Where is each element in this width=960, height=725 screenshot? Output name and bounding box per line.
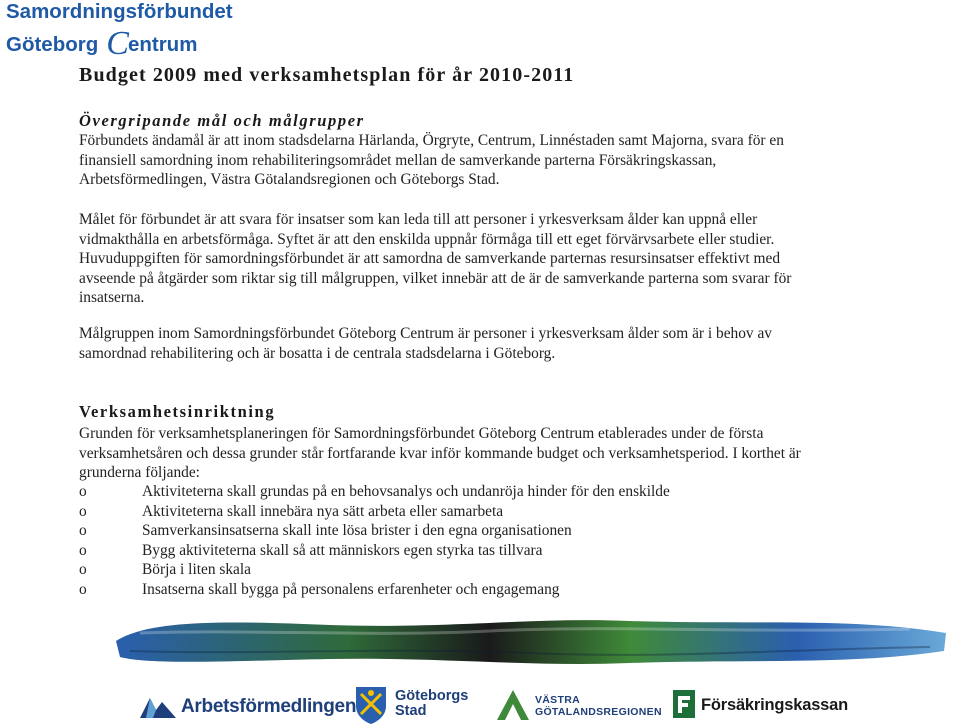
vgr-line2: GÖTALANDSREGIONEN (535, 706, 662, 718)
text-line: avseende på åtgärder som riktar sig till målgruppen, vilket innebär att de är de samverkande parterna som svarar för (79, 269, 792, 287)
text-line: Målet för förbundet är att svara för insatser som kan leda till att personer i yrkesverksam ålder kan uppnå eller (79, 211, 758, 228)
text-line: vidmakthålla en arbetsförmåga. Syftet är att den enskilda uppnår förmåga till ett eget förvärvsarbete eller studier. (79, 230, 775, 248)
text-line: finansiell samordning inom rehabiliteringsområdet mellan de samverkande parterna Försäkringskassan, (79, 151, 717, 169)
section-heading-direction: Verksamhetsinriktning (79, 402, 276, 421)
text-line: Grunden för verksamhetsplaneringen för Samordningsförbundet Göteborg Centrum etablerades under de första (79, 425, 764, 442)
text-line: Huvuduppgiften för samordningsförbundet är att samordna de samverkande parternas resursinsatser effektivt med (79, 250, 781, 267)
paragraph-purpose (79, 131, 959, 190)
goteborgs-stad-line2: Stad (395, 703, 427, 719)
list-item-text: Insatserna skall bygga på personalens erfarenheter och engagemang (142, 580, 560, 598)
list-item (79, 521, 939, 541)
section-heading-goals: Övergripande mål och målgrupper (79, 111, 365, 130)
document-title: Budget 2009 med verksamhetsplan för år 2010-2011 (79, 64, 575, 86)
text-line: insatserna. (79, 289, 145, 306)
partner-logos (0, 684, 960, 725)
bullet-marker: o (79, 502, 87, 520)
bullet-marker: o (79, 522, 87, 539)
bullet-marker: o (79, 561, 87, 578)
logo-line1: Samordningsförbundet (6, 0, 233, 23)
list-item (79, 580, 939, 600)
text-line: Arbetsförmedlingen, Västra Götalandsregionen och Göteborgs Stad. (79, 171, 500, 188)
logo-line2-c: C (106, 25, 129, 62)
list-item-text: Aktiviteterna skall grundas på en behovsanalys och undanröja hinder för den enskilde (142, 483, 670, 500)
list-item (79, 482, 939, 502)
bullet-marker: o (79, 580, 87, 598)
text-line: Förbundets ändamål är att inom stadsdelarna Härlanda, Örgryte, Centrum, Linnéstaden samt Majorna, svara för en (79, 132, 784, 149)
list-item-text: Aktiviteterna skall innebära nya sätt arbeta eller samarbeta (142, 502, 504, 520)
goteborgs-stad-name (395, 689, 468, 719)
arbetsformedlingen-name: Arbetsförmedlingen (181, 696, 357, 717)
list-item (79, 502, 939, 522)
brush-band-graphic (110, 611, 950, 671)
text-line: samordnad rehabilitering och är bosatta i de centrala stadsdelarna i Göteborg. (79, 344, 556, 362)
text-line: verksamhetsåren och dessa grunder står fortfarande kvar inför kommande budget och verksamhetsperiod. I korthet är (79, 444, 801, 462)
vgr-triangle-icon (495, 686, 531, 722)
vgr-line1: VÄSTRA (535, 694, 580, 706)
logo-line2 (6, 25, 233, 62)
logo-line2-a: Göteborg (6, 33, 99, 56)
list-item-text: Bygg aktiviteterna skall så att människors egen styrka tas tillvara (142, 541, 543, 559)
vgr-name (535, 694, 662, 718)
list-item (79, 560, 939, 580)
paragraph-goal (79, 210, 959, 308)
text-line: grunderna följande: (79, 464, 200, 481)
list-item-text: Samverkansinsatserna skall inte lösa brister i den egna organisationen (142, 522, 572, 539)
forsakringskassan-name: Försäkringskassan (701, 696, 849, 714)
samordningsforbundet-logo (6, 0, 233, 62)
goteborg-crest-icon (353, 684, 389, 725)
text-line: Målgruppen inom Samordningsförbundet Göteborg Centrum är personer i yrkesverksam ålder som är i behov av (79, 325, 772, 342)
goteborgs-stad-line1: Göteborgs (395, 688, 469, 704)
bullet-marker: o (79, 483, 87, 500)
paragraph-target-group (79, 324, 959, 363)
decorative-brush-band (110, 611, 950, 671)
arbetsformedlingen-icon (140, 694, 176, 718)
bullet-marker: o (79, 541, 87, 559)
paragraph-foundation (79, 424, 959, 483)
forsakringskassan-icon (673, 690, 695, 718)
list-item (79, 541, 939, 561)
logo-line2-b: entrum (127, 33, 198, 56)
list-item-text: Börja i liten skala (142, 561, 251, 578)
principles-list (79, 482, 939, 599)
